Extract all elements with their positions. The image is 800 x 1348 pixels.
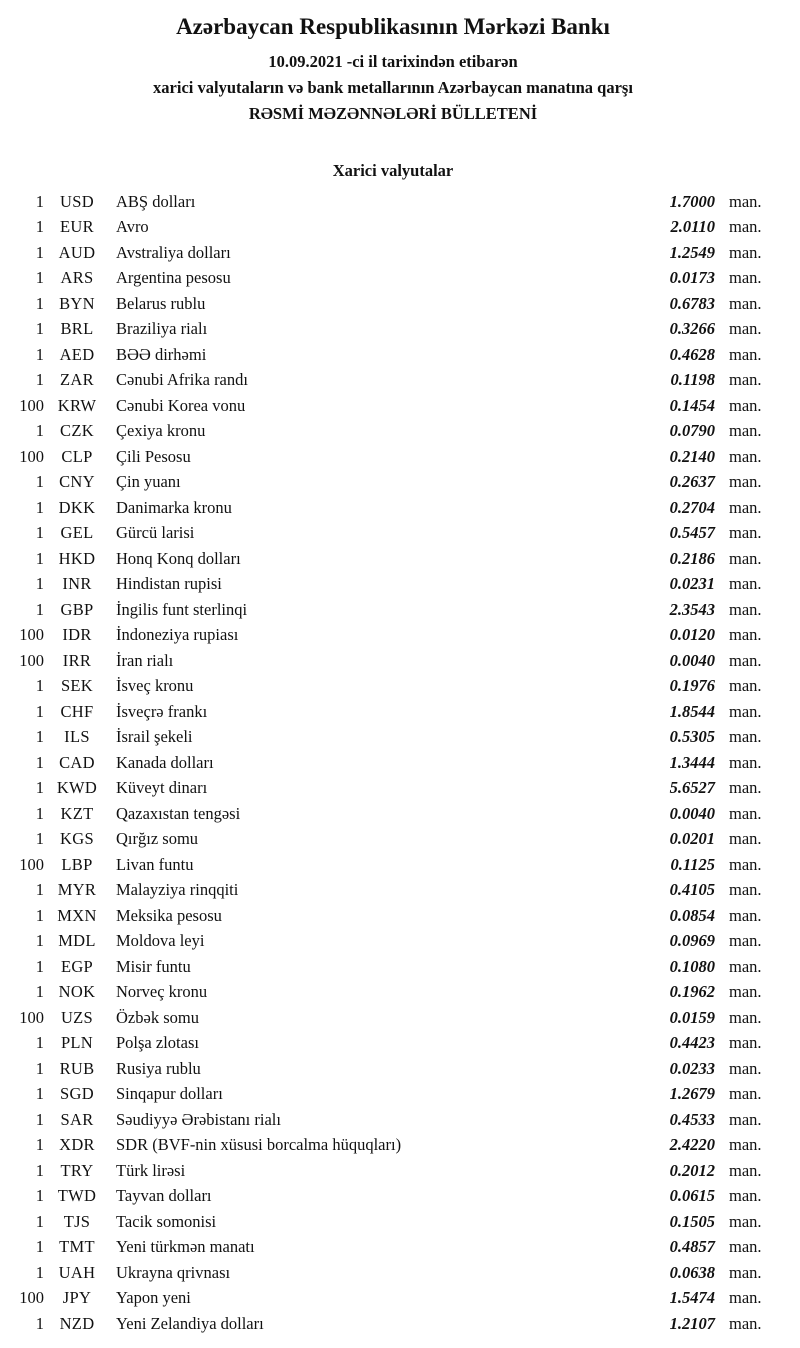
rate-value: 2.3543: [669, 599, 715, 619]
row-qty: 1: [35, 956, 44, 976]
currency-code: NZD: [59, 1313, 95, 1333]
currency-code: ZAR: [60, 370, 94, 390]
rate-value: 1.2549: [669, 242, 715, 262]
unit-label: man.: [729, 217, 762, 237]
currency-code: LBP: [61, 854, 93, 874]
rate-value: 2.0110: [670, 217, 715, 237]
currency-code: AUD: [58, 242, 96, 262]
unit-label: man.: [729, 446, 762, 466]
table-row: [14, 189, 772, 215]
rate-value: 0.0969: [669, 931, 715, 951]
currency-name: İngilis funt sterlinqi: [116, 599, 248, 619]
unit-label: man.: [729, 1109, 762, 1129]
rate-value: 0.0231: [669, 574, 715, 594]
table-row: [14, 648, 772, 674]
currency-name: Çili Pesosu: [116, 446, 191, 466]
unit-label: man.: [729, 574, 762, 594]
table-row: [14, 393, 772, 419]
table-row: [14, 316, 772, 342]
unit-label: man.: [729, 1058, 762, 1078]
row-qty: 1: [35, 1186, 44, 1206]
currency-name: Cənubi Korea vonu: [116, 395, 246, 415]
row-qty: 1: [35, 701, 44, 721]
currency-name: Gürcü larisi: [116, 523, 195, 543]
unit-label: man.: [729, 1186, 762, 1206]
table-row: [14, 597, 772, 623]
effective-date-line: 10.09.2021 -ci il tarixindən etibarən: [268, 51, 518, 71]
unit-label: man.: [729, 1262, 762, 1282]
rate-value: 0.4628: [669, 344, 715, 364]
currency-code: IRR: [62, 650, 92, 670]
table-row: [14, 291, 772, 317]
table-row: [14, 724, 772, 750]
row-qty: 1: [35, 1160, 44, 1180]
currency-code: SGD: [60, 1084, 94, 1104]
table-row: [14, 775, 772, 801]
currency-name: Braziliya rialı: [116, 319, 208, 339]
row-qty: 1: [35, 217, 44, 237]
row-qty: 1: [35, 1058, 44, 1078]
currency-code: ARS: [60, 268, 94, 288]
unit-label: man.: [729, 1033, 762, 1053]
currency-name: Ukrayna qrivnası: [116, 1262, 231, 1282]
rate-value: 0.0201: [669, 829, 715, 849]
unit-label: man.: [729, 752, 762, 772]
table-row: [14, 1030, 772, 1056]
table-row: [14, 1285, 772, 1311]
currency-name: ABŞ dolları: [116, 191, 196, 211]
rate-value: 5.6527: [669, 778, 715, 798]
row-qty: 1: [35, 752, 44, 772]
row-qty: 1: [35, 1084, 44, 1104]
currency-code: NOK: [58, 982, 96, 1002]
currency-name: Meksika pesosu: [116, 905, 222, 925]
currency-name: Çin yuanı: [116, 472, 181, 492]
unit-label: man.: [729, 701, 762, 721]
currency-code: GBP: [60, 599, 94, 619]
rate-value: 0.0233: [669, 1058, 715, 1078]
table-row: [14, 852, 772, 878]
row-qty: 1: [35, 727, 44, 747]
row-qty: 1: [35, 1109, 44, 1129]
currency-name: Rusiya rublu: [116, 1058, 201, 1078]
currency-code: UZS: [60, 1007, 94, 1027]
table-row: [14, 546, 772, 572]
currency-name: Norveç kronu: [116, 982, 208, 1002]
rate-value: 0.5457: [669, 523, 715, 543]
rate-value: 0.3266: [669, 319, 715, 339]
currency-code: JPY: [62, 1288, 92, 1308]
table-row: [14, 954, 772, 980]
currency-code: MXN: [57, 905, 97, 925]
unit-label: man.: [729, 319, 762, 339]
table-row: [14, 444, 772, 470]
rate-value: 0.1198: [670, 370, 715, 390]
currency-name: Polşa zlotası: [116, 1033, 199, 1053]
currency-name: Malayziya rinqqiti: [116, 880, 239, 900]
currency-name: Avro: [116, 217, 149, 237]
table-row: [14, 1209, 772, 1235]
table-row: [14, 903, 772, 929]
rate-value: 0.1505: [669, 1211, 715, 1231]
row-qty: 100: [19, 650, 44, 670]
currency-name: Tayvan dolları: [116, 1186, 212, 1206]
unit-label: man.: [729, 829, 762, 849]
row-qty: 1: [35, 421, 44, 441]
unit-label: man.: [729, 344, 762, 364]
table-row: [14, 571, 772, 597]
rate-value: 0.0159: [669, 1007, 715, 1027]
row-qty: 1: [35, 523, 44, 543]
currency-name: Moldova leyi: [116, 931, 205, 951]
table-row: [14, 928, 772, 954]
table-row: [14, 418, 772, 444]
table-row: [14, 699, 772, 725]
unit-label: man.: [729, 1237, 762, 1257]
unit-label: man.: [729, 497, 762, 517]
section-title-foreign-currencies: Xarici valyutalar: [332, 160, 454, 180]
unit-label: man.: [729, 268, 762, 288]
unit-label: man.: [729, 905, 762, 925]
table-row: [14, 1081, 772, 1107]
rate-value: 0.1454: [669, 395, 715, 415]
unit-label: man.: [729, 931, 762, 951]
currency-code: DKK: [58, 497, 96, 517]
table-row: [14, 673, 772, 699]
unit-label: man.: [729, 676, 762, 696]
currency-name: Qırğız somu: [116, 829, 199, 849]
rate-value: 1.5474: [669, 1288, 715, 1308]
currency-code: HKD: [58, 548, 96, 568]
rate-value: 0.0120: [669, 625, 715, 645]
rate-value: 0.4857: [669, 1237, 715, 1257]
row-qty: 100: [19, 395, 44, 415]
currency-name: Yapon yeni: [116, 1288, 191, 1308]
currency-code: PLN: [60, 1033, 94, 1053]
unit-label: man.: [729, 1160, 762, 1180]
row-qty: 1: [35, 293, 44, 313]
table-row: [14, 1158, 772, 1184]
table-row: [14, 1311, 772, 1337]
unit-label: man.: [729, 727, 762, 747]
rate-value: 0.2140: [669, 446, 715, 466]
currency-code: TRY: [60, 1160, 94, 1180]
row-qty: 1: [35, 319, 44, 339]
currency-name: İran rialı: [116, 650, 174, 670]
currency-code: TMT: [59, 1237, 95, 1257]
currency-code: CHF: [60, 701, 94, 721]
currency-code: BRL: [60, 319, 94, 339]
row-qty: 1: [35, 931, 44, 951]
row-qty: 100: [19, 1007, 44, 1027]
table-row: [14, 214, 772, 240]
currency-name: Danimarka kronu: [116, 497, 232, 517]
unit-label: man.: [729, 1084, 762, 1104]
row-qty: 1: [35, 370, 44, 390]
currency-code: KWD: [56, 778, 98, 798]
rate-value: 0.0790: [669, 421, 715, 441]
currency-code: INR: [62, 574, 92, 594]
row-qty: 1: [35, 1313, 44, 1333]
currency-name: İndoneziya rupiası: [116, 625, 239, 645]
row-qty: 1: [35, 548, 44, 568]
currency-name: Səudiyyə Ərəbistanı rialı: [116, 1109, 281, 1129]
currency-code: MDL: [58, 931, 96, 951]
currency-name: Yeni Zelandiya dolları: [116, 1313, 264, 1333]
currency-code: UAH: [58, 1262, 96, 1282]
unit-label: man.: [729, 242, 762, 262]
document-header: [14, 12, 772, 127]
unit-label: man.: [729, 778, 762, 798]
unit-label: man.: [729, 880, 762, 900]
row-qty: 1: [35, 905, 44, 925]
unit-label: man.: [729, 599, 762, 619]
currency-name: Honq Konq dolları: [116, 548, 241, 568]
table-row: [14, 750, 772, 776]
currency-name: Sinqapur dolları: [116, 1084, 223, 1104]
unit-label: man.: [729, 293, 762, 313]
currency-name: Misir funtu: [116, 956, 191, 976]
row-qty: 1: [35, 778, 44, 798]
currency-code: CLP: [61, 446, 93, 466]
row-qty: 1: [35, 982, 44, 1002]
rate-value: 1.3444: [669, 752, 715, 772]
unit-label: man.: [729, 956, 762, 976]
currency-name: Tacik somonisi: [116, 1211, 217, 1231]
currency-code: GEL: [60, 523, 94, 543]
table-row: [14, 1132, 772, 1158]
rate-value: 0.0040: [669, 650, 715, 670]
currency-name: Hindistan rupisi: [116, 574, 222, 594]
currency-name: İsrail şekeli: [116, 727, 193, 747]
table-row: [14, 801, 772, 827]
unit-label: man.: [729, 982, 762, 1002]
table-row: [14, 1260, 772, 1286]
rate-value: 0.2186: [669, 548, 715, 568]
currency-name: Çexiya kronu: [116, 421, 206, 441]
currency-code: RUB: [59, 1058, 95, 1078]
table-row: [14, 1005, 772, 1031]
row-qty: 100: [19, 446, 44, 466]
currency-code: CNY: [59, 472, 95, 492]
unit-label: man.: [729, 1007, 762, 1027]
currency-code: TJS: [63, 1211, 91, 1231]
rate-value: 0.4423: [669, 1033, 715, 1053]
row-qty: 1: [35, 1237, 44, 1257]
unit-label: man.: [729, 191, 762, 211]
table-row: [14, 367, 772, 393]
row-qty: 1: [35, 242, 44, 262]
table-row: [14, 240, 772, 266]
rate-value: 1.2679: [669, 1084, 715, 1104]
unit-label: man.: [729, 1288, 762, 1308]
table-row: [14, 495, 772, 521]
unit-label: man.: [729, 854, 762, 874]
row-qty: 1: [35, 676, 44, 696]
currency-code: KZT: [60, 803, 94, 823]
unit-label: man.: [729, 625, 762, 645]
currency-name: Avstraliya dolları: [116, 242, 231, 262]
rate-value: 0.2637: [669, 472, 715, 492]
currency-name: BƏƏ dirhəmi: [116, 344, 207, 364]
currency-code: CAD: [59, 752, 95, 772]
currency-name: İsveçrə frankı: [116, 701, 208, 721]
rate-value: 0.0615: [669, 1186, 715, 1206]
table-row: [14, 1234, 772, 1260]
rate-value: 0.6783: [669, 293, 715, 313]
rate-value: 2.4220: [669, 1135, 715, 1155]
rate-value: 0.4533: [669, 1109, 715, 1129]
currency-code: IDR: [62, 625, 92, 645]
table-row: [14, 622, 772, 648]
currency-name: Argentina pesosu: [116, 268, 231, 288]
table-row: [14, 826, 772, 852]
rate-value: 0.0638: [669, 1262, 715, 1282]
row-qty: 1: [35, 344, 44, 364]
rate-value: 1.2107: [669, 1313, 715, 1333]
row-qty: 1: [35, 268, 44, 288]
row-qty: 100: [19, 854, 44, 874]
row-qty: 1: [35, 574, 44, 594]
row-qty: 1: [35, 880, 44, 900]
bank-title: Azərbaycan Respublikasının Mərkəzi Bankı: [176, 14, 610, 39]
currency-name: Yeni türkmən manatı: [116, 1237, 255, 1257]
row-qty: 1: [35, 191, 44, 211]
rate-value: 0.0040: [669, 803, 715, 823]
currency-name: Cənubi Afrika randı: [116, 370, 248, 390]
table-row: [14, 469, 772, 495]
unit-label: man.: [729, 395, 762, 415]
unit-label: man.: [729, 548, 762, 568]
rate-value: 0.1976: [669, 676, 715, 696]
rate-value: 0.1080: [669, 956, 715, 976]
unit-label: man.: [729, 421, 762, 441]
rate-value: 0.2704: [669, 497, 715, 517]
row-qty: 1: [35, 803, 44, 823]
bulletin-title: RƏSMİ MƏZƏNNƏLƏRİ BÜLLETENİ: [248, 103, 538, 123]
row-qty: 100: [19, 1288, 44, 1308]
row-qty: 1: [35, 472, 44, 492]
currency-code: SEK: [60, 676, 94, 696]
subtitle-line: xarici valyutaların və bank metallarının Azərbaycan manatına qarşı: [153, 77, 633, 97]
currency-name: Belarus rublu: [116, 293, 206, 313]
row-qty: 1: [35, 599, 44, 619]
currency-code: ILS: [64, 727, 90, 747]
unit-label: man.: [729, 1211, 762, 1231]
currency-name: SDR (BVF-nin xüsusi borcalma hüquqları): [116, 1135, 402, 1155]
table-row: [14, 342, 772, 368]
rate-value: 0.5305: [669, 727, 715, 747]
currency-code: KRW: [57, 395, 97, 415]
row-qty: 1: [35, 1135, 44, 1155]
currency-code: CZK: [60, 421, 94, 441]
currency-code: XDR: [59, 1135, 95, 1155]
table-row: [14, 265, 772, 291]
table-row: [14, 1107, 772, 1133]
currency-code: KGS: [60, 829, 94, 849]
row-qty: 1: [35, 829, 44, 849]
currency-name: Küveyt dinarı: [116, 778, 208, 798]
currency-name: Qazaxıstan tengəsi: [116, 803, 241, 823]
unit-label: man.: [729, 370, 762, 390]
rate-value: 0.2012: [669, 1160, 715, 1180]
rate-value: 0.1962: [669, 982, 715, 1002]
rate-value: 1.7000: [669, 191, 715, 211]
row-qty: 1: [35, 1262, 44, 1282]
unit-label: man.: [729, 1135, 762, 1155]
rate-value: 1.8544: [669, 701, 715, 721]
currency-code: BYN: [59, 293, 95, 313]
currency-code: SAR: [60, 1109, 94, 1129]
currency-name: Türk lirəsi: [116, 1160, 186, 1180]
row-qty: 1: [35, 497, 44, 517]
currency-code: EUR: [60, 217, 94, 237]
unit-label: man.: [729, 472, 762, 492]
table-row: [14, 520, 772, 546]
rates-table: [14, 189, 772, 1337]
currency-code: AED: [59, 344, 95, 364]
unit-label: man.: [729, 803, 762, 823]
table-row: [14, 877, 772, 903]
rate-value: 0.0854: [669, 905, 715, 925]
row-qty: 1: [35, 1211, 44, 1231]
currency-name: Özbək somu: [116, 1007, 199, 1027]
row-qty: 100: [19, 625, 44, 645]
rate-value: 0.0173: [669, 268, 715, 288]
unit-label: man.: [729, 650, 762, 670]
currency-code: MYR: [57, 880, 97, 900]
row-qty: 1: [35, 1033, 44, 1053]
table-row: [14, 1056, 772, 1082]
unit-label: man.: [729, 523, 762, 543]
rate-value: 0.1125: [670, 854, 715, 874]
table-row: [14, 979, 772, 1005]
currency-code: EGP: [60, 956, 94, 976]
unit-label: man.: [729, 1313, 762, 1333]
currency-code: TWD: [57, 1186, 97, 1206]
currency-code: USD: [60, 191, 94, 211]
currency-name: Kanada dolları: [116, 752, 214, 772]
table-row: [14, 1183, 772, 1209]
rate-value: 0.4105: [669, 880, 715, 900]
currency-name: İsveç kronu: [116, 676, 194, 696]
currency-name: Livan funtu: [116, 854, 194, 874]
